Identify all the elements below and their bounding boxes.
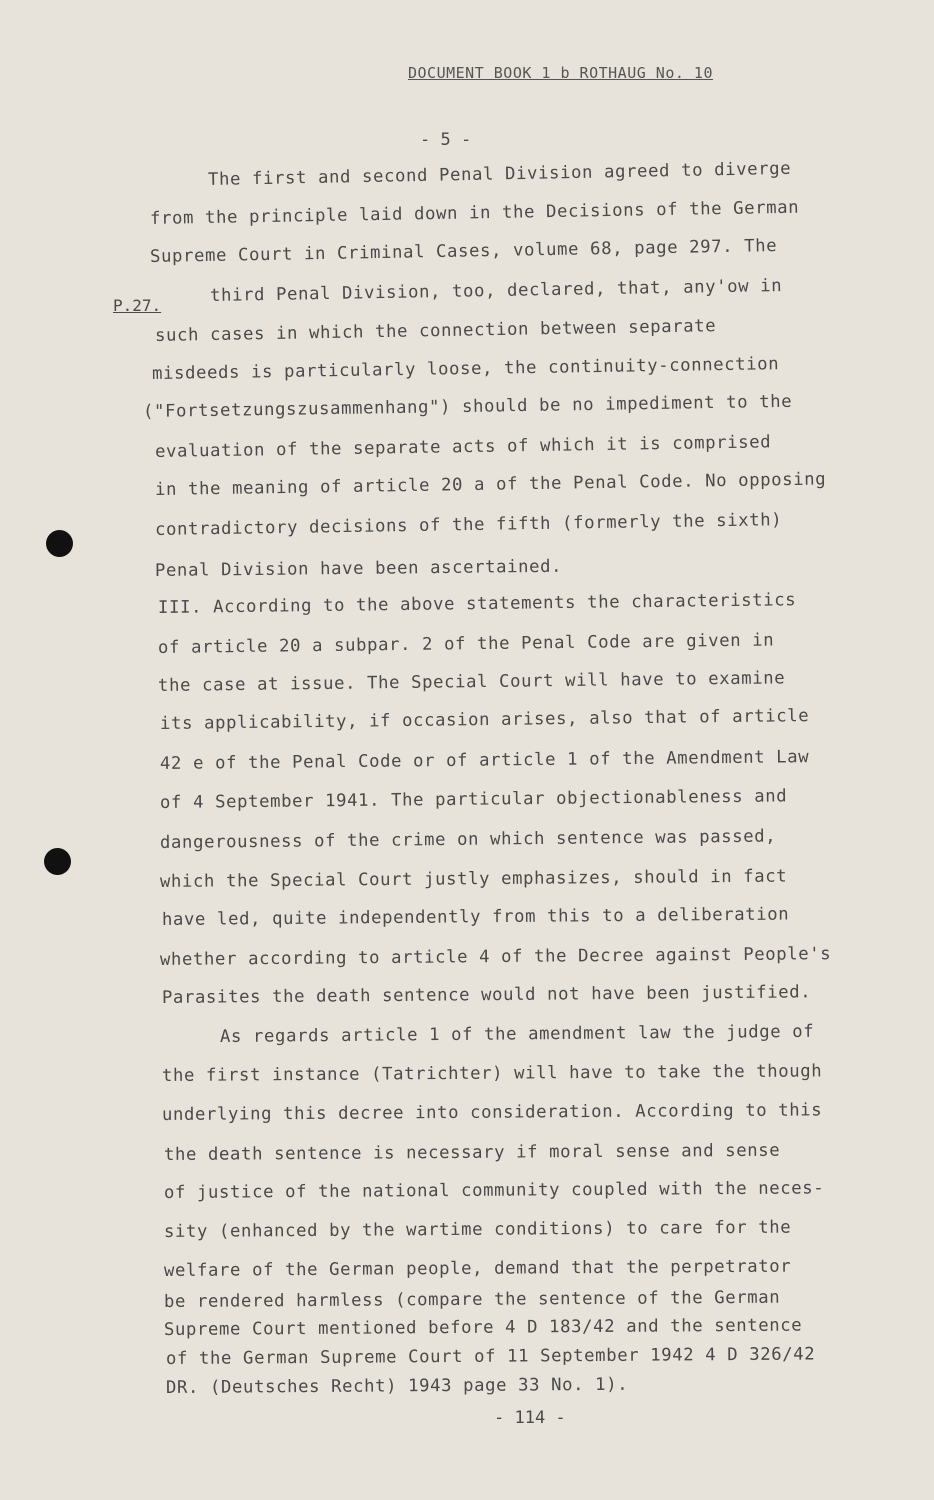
body-line: of 4 September 1941. The particular objectionableness and [159, 786, 788, 813]
body-line: the death sentence is necessary if moral sense and sense [163, 1140, 781, 1165]
body-line: underlying this decree into consideration. According to this [161, 1100, 823, 1125]
body-line: welfare of the German people, demand that the perpetrator [163, 1256, 792, 1281]
body-line: The first and second Penal Division agreed to diverge [207, 158, 792, 190]
footer-page-number: - 114 - [494, 1408, 566, 1428]
body-line: 42 e of the Penal Code or of article 1 of the Amendment Law [159, 747, 810, 774]
body-line: contradictory decisions of the fifth (formerly the sixth) [154, 510, 783, 540]
page-number: - 5 - [420, 130, 472, 150]
body-line: ("Fortsetzungszusammenhang") should be no impediment to the [142, 391, 793, 422]
body-line: evaluation of the separate acts of which it is comprised [154, 432, 772, 462]
body-line: As regards article 1 of the amendment law the judge of [219, 1021, 815, 1047]
body-line: misdeeds is particularly loose, the continuity-connection [151, 354, 780, 384]
body-line: in the meaning of article 20 a of the Penal Code. No opposing [154, 469, 827, 500]
document-reference: DOCUMENT BOOK 1 b ROTHAUG No. 10 [408, 64, 713, 82]
punch-hole [46, 530, 73, 557]
body-line: dangerousness of the crime on which sentence was passed, [159, 826, 777, 853]
body-line: the first instance (Tatrichter) will have to take the though [161, 1061, 823, 1086]
body-line: of justice of the national community coupled with the neces- [163, 1178, 825, 1203]
body-line: DR. (Deutsches Recht) 1943 page 33 No. 1). [165, 1374, 629, 1398]
body-line: of article 20 a subpar. 2 of the Penal Code are given in [157, 630, 775, 658]
body-line: which the Special Court justly emphasizes, should in fact [159, 866, 788, 892]
margin-note: P.27. [113, 296, 162, 315]
body-line: Supreme Court mentioned before 4 D 183/42 and the sentence [163, 1315, 803, 1340]
body-line: Parasites the death sentence would not have been justified. [161, 982, 812, 1008]
punch-hole [44, 848, 71, 875]
body-line: have led, quite independently from this to a deliberation [161, 904, 790, 930]
body-line: of the German Supreme Court of 11 September 1942 4 D 326/42 [165, 1344, 816, 1369]
body-line: from the principle laid down in the Decisions of the German [149, 197, 800, 229]
body-line: Supreme Court in Criminal Cases, volume 68, page 297. The [149, 236, 778, 267]
body-line: the case at issue. The Special Court will have to examine [157, 668, 786, 696]
body-line: third Penal Division, too, declared, that, any'ow in [209, 276, 783, 306]
body-line: be rendered harmless (compare the sentence of the German [163, 1287, 781, 1312]
body-line: Penal Division have been ascertained. [154, 556, 563, 581]
body-line: sity (enhanced by the wartime conditions) to care for the [163, 1217, 792, 1242]
body-line: whether according to article 4 of the Decree against People's [159, 944, 832, 970]
body-line: its applicability, if occasion arises, also that of article [159, 706, 810, 734]
body-line: such cases in which the connection between separate [154, 316, 717, 346]
body-line: III. According to the above statements the characteristics [157, 590, 797, 618]
